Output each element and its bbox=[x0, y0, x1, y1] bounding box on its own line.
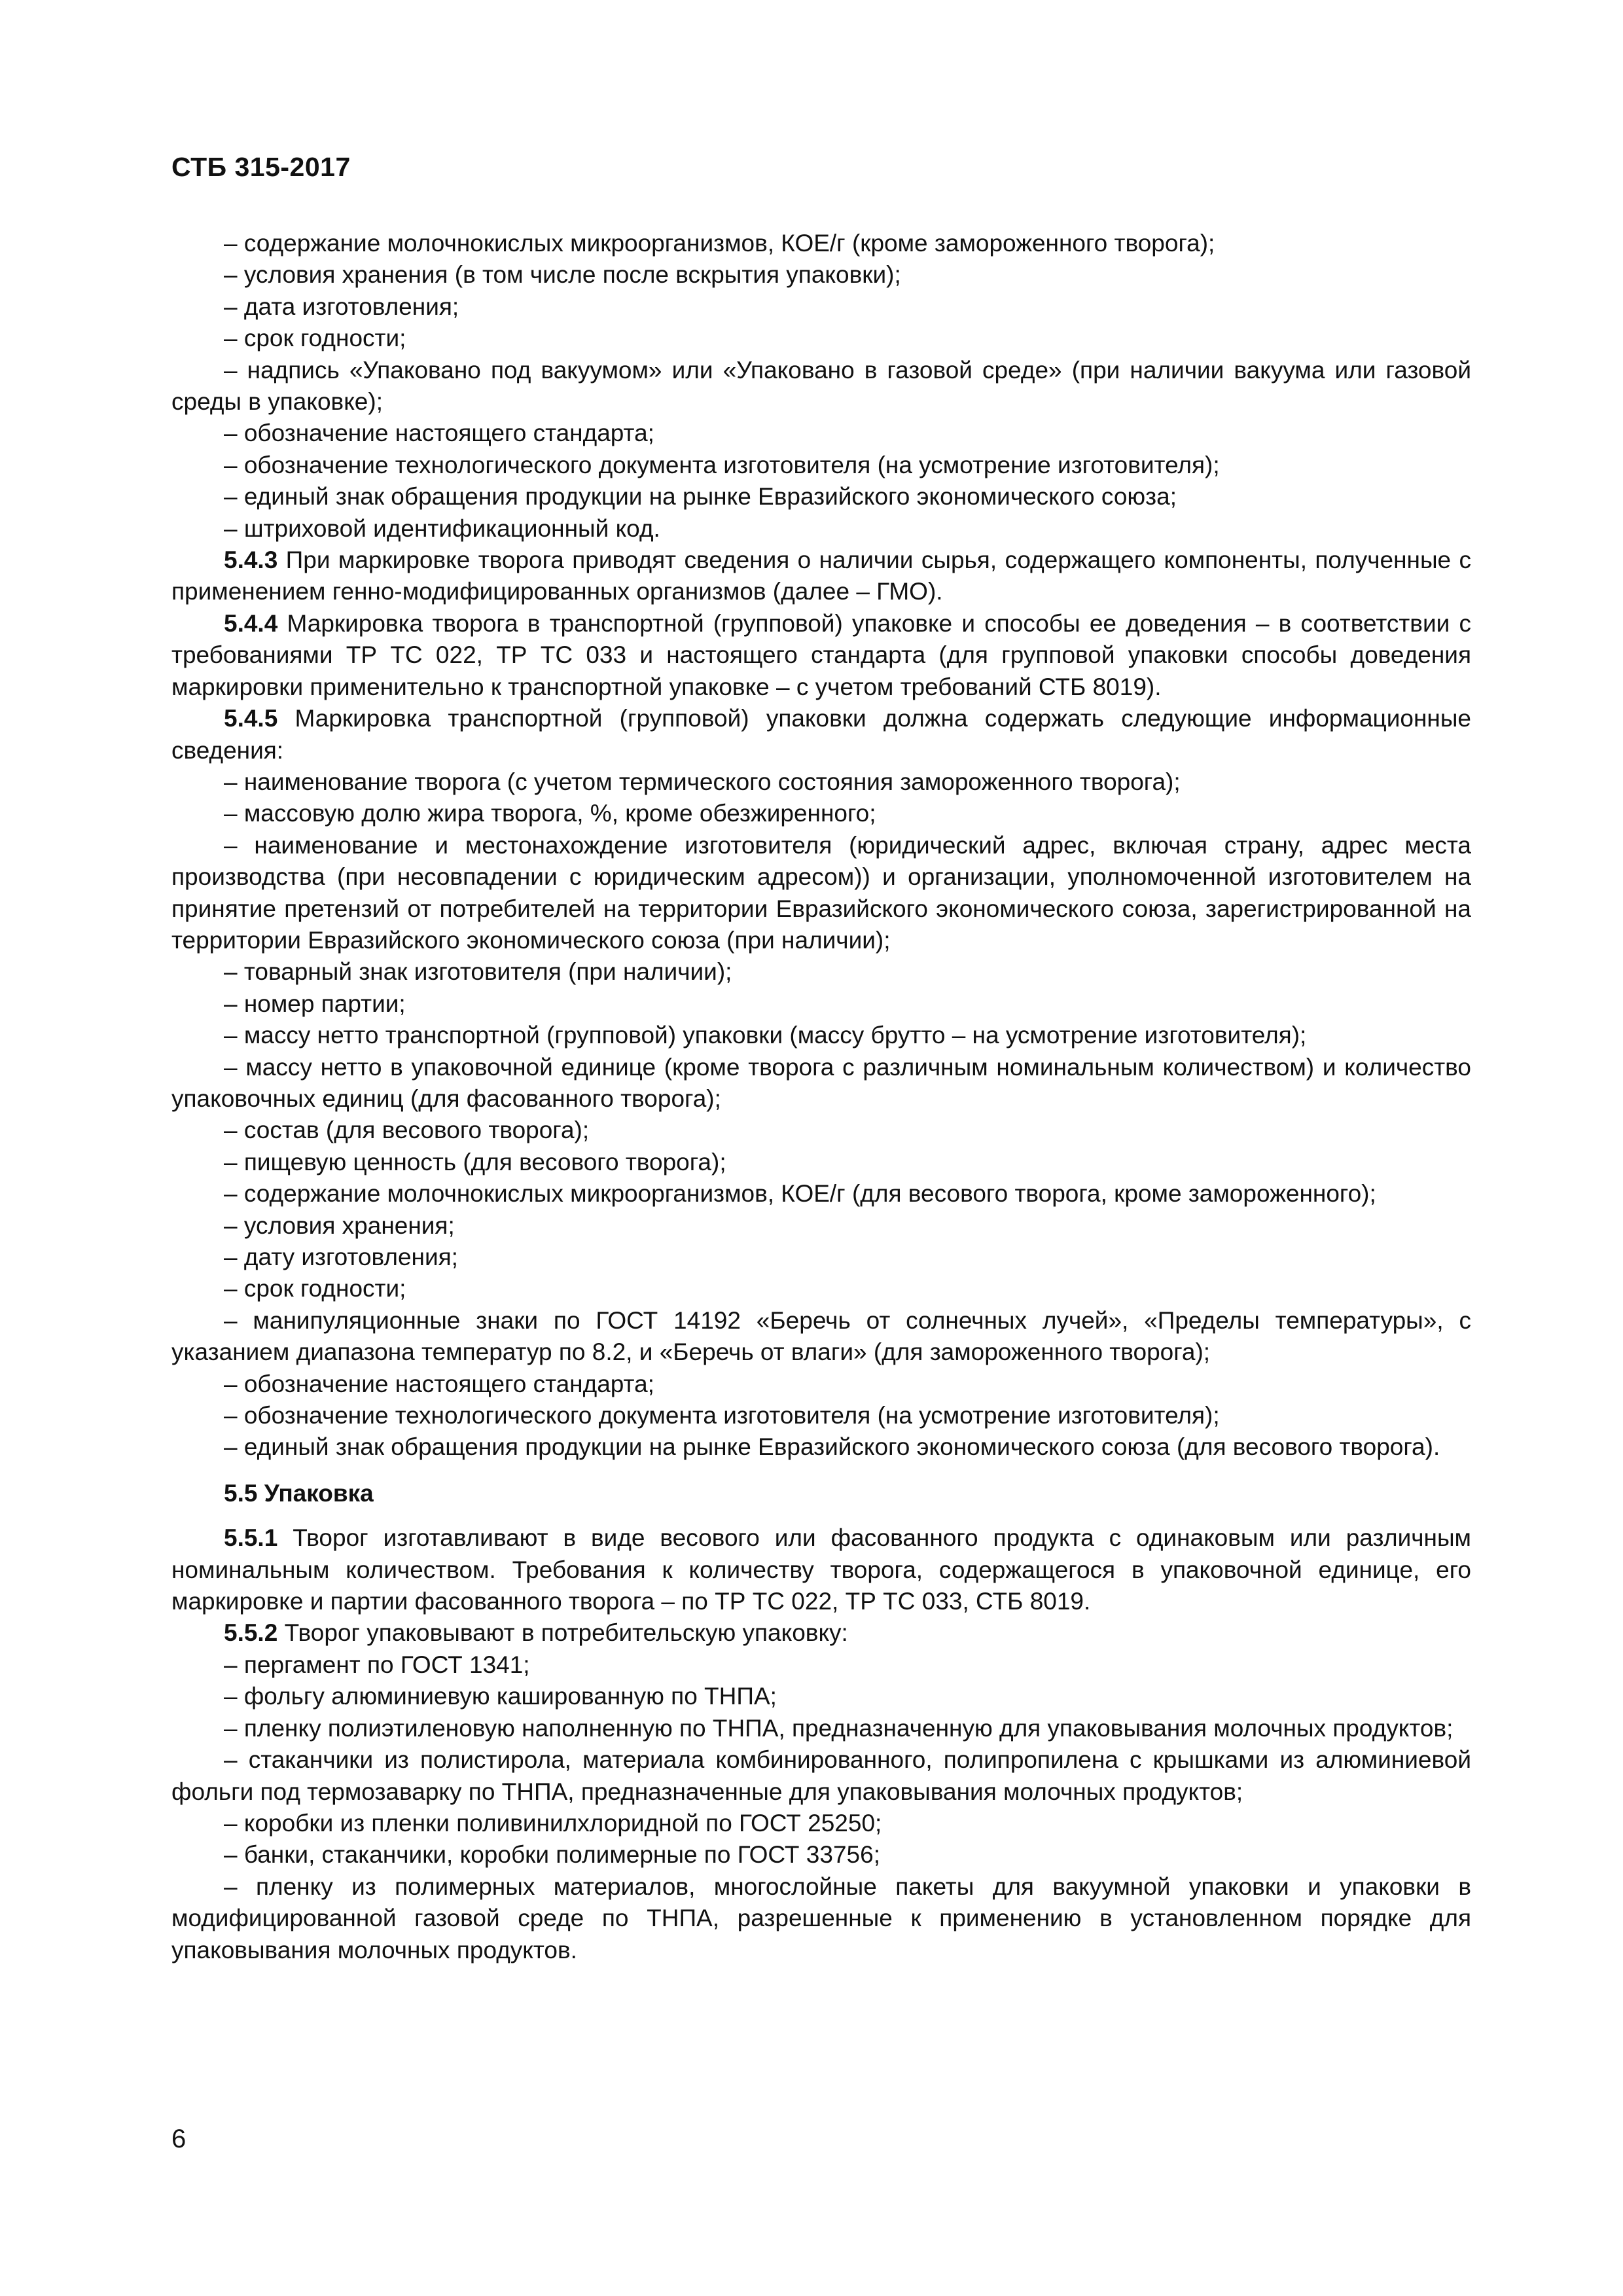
clause-text: Маркировка творога в транспортной (групповой) упаковке и способы ее доведения – в соответствии с требованиями ТР ТС 022, ТР ТС 033 и настоящего стандарта (для групповой упаковки способы доведения маркировки применительно к транспортной упаковке – с учетом требований СТБ 8019). bbox=[171, 609, 1471, 700]
page-number: 6 bbox=[171, 2125, 187, 2153]
section-heading-5-5: 5.5 Упаковка bbox=[224, 1479, 374, 1507]
list-item: – пленку полиэтиленовую наполненную по ТНПА, предназначенную для упаковывания молочных продуктов; bbox=[224, 1714, 1454, 1742]
list-item: – наименование и местонахождение изготовителя (юридический адрес, включая страну, адрес места производства (при несовпадении с юридическим адресом)) и организации, уполномоченной изготовителем на принятие претензий от потребителей на территории Евразийского экономического союза, зарегистрированной на территории Евразийского экономического союза (при наличии); bbox=[171, 831, 1471, 954]
clause-number: 5.4.5 bbox=[224, 705, 278, 732]
list-item: – обозначение настоящего стандарта; bbox=[224, 420, 654, 447]
clause-5-4-3 bbox=[171, 545, 1471, 608]
list-item: – банки, стаканчики, коробки полимерные по ГОСТ 33756; bbox=[224, 1841, 880, 1869]
list-item: – условия хранения; bbox=[224, 1211, 455, 1239]
list-item: – массу нетто транспортной (групповой) упаковки (массу брутто – на усмотрение изготовителя); bbox=[224, 1022, 1307, 1049]
clause-number: 5.5.1 bbox=[224, 1524, 278, 1552]
list-item: – наименование творога (с учетом термического состояния замороженного творога); bbox=[224, 768, 1181, 795]
list-item: – номер партии; bbox=[224, 990, 406, 1017]
clause-text: Творог изготавливают в виде весового или фасованного продукта с одинаковым или различным номинальным количеством. Требования к количеству творога, содержащегося в упаковочной единице, его маркировке и партии фасованного творога – по ТР ТС 022, ТР ТС 033, СТБ 8019. bbox=[171, 1524, 1471, 1615]
list-item: – коробки из пленки поливинилхлоридной по ГОСТ 25250; bbox=[224, 1809, 882, 1837]
clause-number: 5.4.3 bbox=[224, 547, 278, 574]
list-item: – состав (для весового творога); bbox=[224, 1117, 590, 1144]
list-item: – надпись «Упаковано под вакуумом» или «Упаковано в газовой среде» (при наличии вакуума или газовой среды в упаковке); bbox=[171, 356, 1471, 416]
list-item: – обозначение настоящего стандарта; bbox=[224, 1370, 654, 1397]
list-item: – пленку из полимерных материалов, многослойные пакеты для вакуумной упаковки и упаковки в модифицированной газовой среде по ТНПА, разрешенные к применению в установленном порядке для упаковывания молочных продуктов. bbox=[171, 1873, 1471, 1964]
list-item: – единый знак обращения продукции на рынке Евразийского экономического союза; bbox=[224, 483, 1177, 511]
list-item: – срок годности; bbox=[224, 325, 406, 352]
clause-text: При маркировке творога приводят сведения о наличии сырья, содержащего компоненты, полученные с применением генно-модифицированных организмов (далее – ГМО). bbox=[171, 547, 1471, 605]
clause-5-4-4 bbox=[171, 608, 1471, 703]
clause-text: Творог упаковывают в потребительскую упаковку: bbox=[277, 1619, 848, 1647]
clause-5-5-1 bbox=[171, 1522, 1471, 1617]
document-body bbox=[171, 228, 1471, 1966]
list-item: – содержание молочнокислых микроорганизмов, КОЕ/г (кроме замороженного творога); bbox=[224, 230, 1215, 257]
list-item: – единый знак обращения продукции на рынке Евразийского экономического союза (для весового творога). bbox=[224, 1433, 1440, 1461]
list-item: – срок годности; bbox=[224, 1275, 406, 1302]
list-item: – манипуляционные знаки по ГОСТ 14192 «Беречь от солнечных лучей», «Пределы температуры», с указанием диапазона температур по 8.2, и «Беречь от влаги» (для замороженного творога); bbox=[171, 1306, 1471, 1366]
list-item: – штриховой идентификационный код. bbox=[224, 514, 660, 542]
clause-5-5-2 bbox=[171, 1617, 1471, 1649]
clause-number: 5.5.2 bbox=[224, 1619, 278, 1647]
list-item: – пищевую ценность (для весового творога); bbox=[224, 1148, 726, 1175]
list-item: – обозначение технологического документа изготовителя (на усмотрение изготовителя); bbox=[224, 451, 1220, 478]
list-item: – товарный знак изготовителя (при наличии); bbox=[224, 958, 732, 986]
list-item: – условия хранения (в том числе после вскрытия упаковки); bbox=[224, 261, 901, 289]
list-item: – стаканчики из полистирола, материала комбинированного, полипропилена с крышками из алюминиевой фольги под термозаварку по ТНПА, предназначенные для упаковывания молочных продуктов; bbox=[171, 1746, 1471, 1805]
list-item: – дату изготовления; bbox=[224, 1244, 458, 1270]
list-item: – массу нетто в упаковочной единице (кроме творога с различным номинальным количеством) и количество упаковочных единиц (для фасованного творога); bbox=[171, 1053, 1471, 1112]
clause-text: Маркировка транспортной (групповой) упаковки должна содержать следующие информационные сведения: bbox=[171, 705, 1471, 764]
document-code: СТБ 315-2017 bbox=[171, 152, 351, 182]
list-item: – фольгу алюминиевую кашированную по ТНПА; bbox=[224, 1683, 777, 1710]
list-item: – массовую долю жира творога, %, кроме обезжиренного; bbox=[224, 800, 876, 827]
clause-5-4-5 bbox=[171, 703, 1471, 766]
list-item: – содержание молочнокислых микроорганизмов, КОЕ/г (для весового творога, кроме замороженного); bbox=[224, 1180, 1376, 1208]
list-item: – дата изготовления; bbox=[224, 293, 459, 320]
list-item: – пергамент по ГОСТ 1341; bbox=[224, 1651, 530, 1678]
clause-number: 5.4.4 bbox=[224, 609, 278, 637]
list-item: – обозначение технологического документа изготовителя (на усмотрение изготовителя); bbox=[224, 1402, 1220, 1429]
